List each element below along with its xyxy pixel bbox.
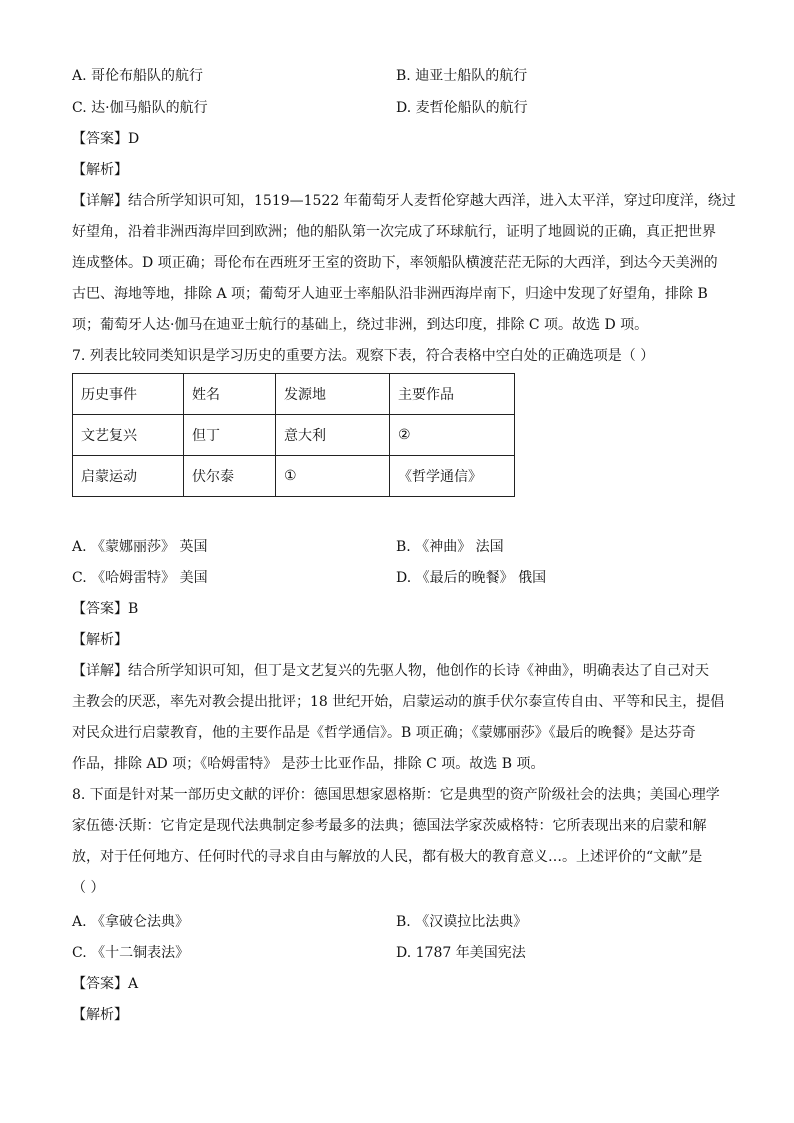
table-cell: 文艺复兴 [73, 415, 184, 456]
q6-detail-line: 项；葡萄牙人达·伽马在迪亚士航行的基础上，绕过非洲，到达印度，排除 C 项。故选 D 项。 [72, 317, 649, 333]
q8-answer: 【答案】A [72, 976, 139, 992]
q6-detail [72, 186, 736, 341]
q7-option-a: A. 《蒙娜丽莎》 英国 [72, 539, 208, 555]
table-row [73, 415, 515, 456]
q6-detail-line: 连成整体。D 项正确；哥伦布在西班牙王室的资助下，率领船队横渡茫茫无际的大西洋，到达今天美洲的 [72, 255, 718, 271]
table-cell: ② [390, 415, 515, 456]
q6-analysis-label: 【解析】 [72, 162, 128, 178]
q8-stem [72, 780, 722, 904]
q7-stem: 7. 列表比较同类知识是学习历史的重要方法。观察下表，符合表格中空白处的正确选项是（ ） [72, 348, 655, 364]
q6-option-b: B. 迪亚士船队的航行 [396, 68, 528, 84]
table-header-cell: 姓名 [184, 374, 276, 415]
q8-option-d: D. 1787 年美国宪法 [396, 945, 526, 961]
q6-answer: 【答案】D [72, 131, 140, 147]
q8-stem-line: 8. 下面是针对某一部历史文献的评价：德国思想家恩格斯：它是典型的资产阶级社会的法典；美国心理学 [72, 787, 720, 803]
q7-detail [72, 656, 725, 780]
q6-detail-line: 古巴、海地等地，排除 A 项；葡萄牙人迪亚士率船队沿非洲西海岸南下，归途中发现了好望角，排除 B [72, 286, 708, 302]
q7-detail-line: 主教会的厌恶，率先对教会提出批评；18 世纪开始，启蒙运动的旗手伏尔泰宣传自由、平等和民主，提倡 [72, 694, 725, 710]
q6-option-a: A. 哥伦布船队的航行 [72, 68, 204, 84]
table-cell: 启蒙运动 [73, 456, 184, 497]
q7-option-c: C. 《哈姆雷特》 美国 [72, 570, 208, 586]
q8-option-a: A. 《拿破仑法典》 [72, 914, 190, 930]
q7-table [72, 373, 515, 497]
table-cell: 意大利 [276, 415, 390, 456]
table-header-cell: 发源地 [276, 374, 390, 415]
q7-option-b: B. 《神曲》 法国 [396, 539, 504, 555]
q8-stem-line: 放，对于任何地方、任何时代的寻求自由与解放的人民，都有极大的教育意义…。上述评价的“文献”是 [72, 849, 703, 865]
q8-stem-line: 家伍德·沃斯：它肯定是现代法典制定参考最多的法典；德国法学家茨威格特：它所表现出来的启蒙和解 [72, 818, 707, 834]
q8-option-c: C. 《十二铜表法》 [72, 945, 190, 961]
table-row [73, 456, 515, 497]
table-cell: 但丁 [184, 415, 276, 456]
q6-option-d: D. 麦哲伦船队的航行 [396, 100, 528, 116]
table-cell: 《哲学通信》 [390, 456, 515, 497]
q7-analysis-label: 【解析】 [72, 632, 128, 648]
table-header-cell: 主要作品 [390, 374, 515, 415]
table-cell: 伏尔泰 [184, 456, 276, 497]
q7-answer: 【答案】B [72, 601, 139, 617]
q8-option-b: B. 《汉谟拉比法典》 [396, 914, 528, 930]
q7-detail-line: 【详解】结合所学知识可知，但丁是文艺复兴的先驱人物，他创作的长诗《神曲》，明确表达了自己对天 [72, 663, 709, 679]
q6-option-c: C. 达·伽马船队的航行 [72, 100, 208, 116]
table-cell: ① [276, 456, 390, 497]
q6-detail-line: 好望角，沿着非洲西海岸回到欧洲；他的船队第一次完成了环球航行，证明了地圆说的正确，真正把世界 [72, 224, 716, 240]
q7-option-d: D. 《最后的晚餐》 俄国 [396, 570, 547, 586]
q8-analysis-label: 【解析】 [72, 1007, 128, 1023]
table-header-cell: 历史事件 [73, 374, 184, 415]
table-header-row [73, 374, 515, 415]
q8-stem-line: （ ） [72, 880, 105, 896]
q6-detail-line: 【详解】结合所学知识可知，1519—1522 年葡萄牙人麦哲伦穿越大西洋，进入太平洋，穿过印度洋，绕过 [72, 193, 736, 209]
q7-detail-line: 作品，排除 AD 项；《哈姆雷特》 是莎士比亚作品，排除 C 项。故选 B 项。 [72, 756, 545, 772]
q7-detail-line: 对民众进行启蒙教育，他的主要作品是《哲学通信》。B 项正确；《蒙娜丽莎》《最后的晚餐》是达芬奇 [72, 725, 696, 741]
